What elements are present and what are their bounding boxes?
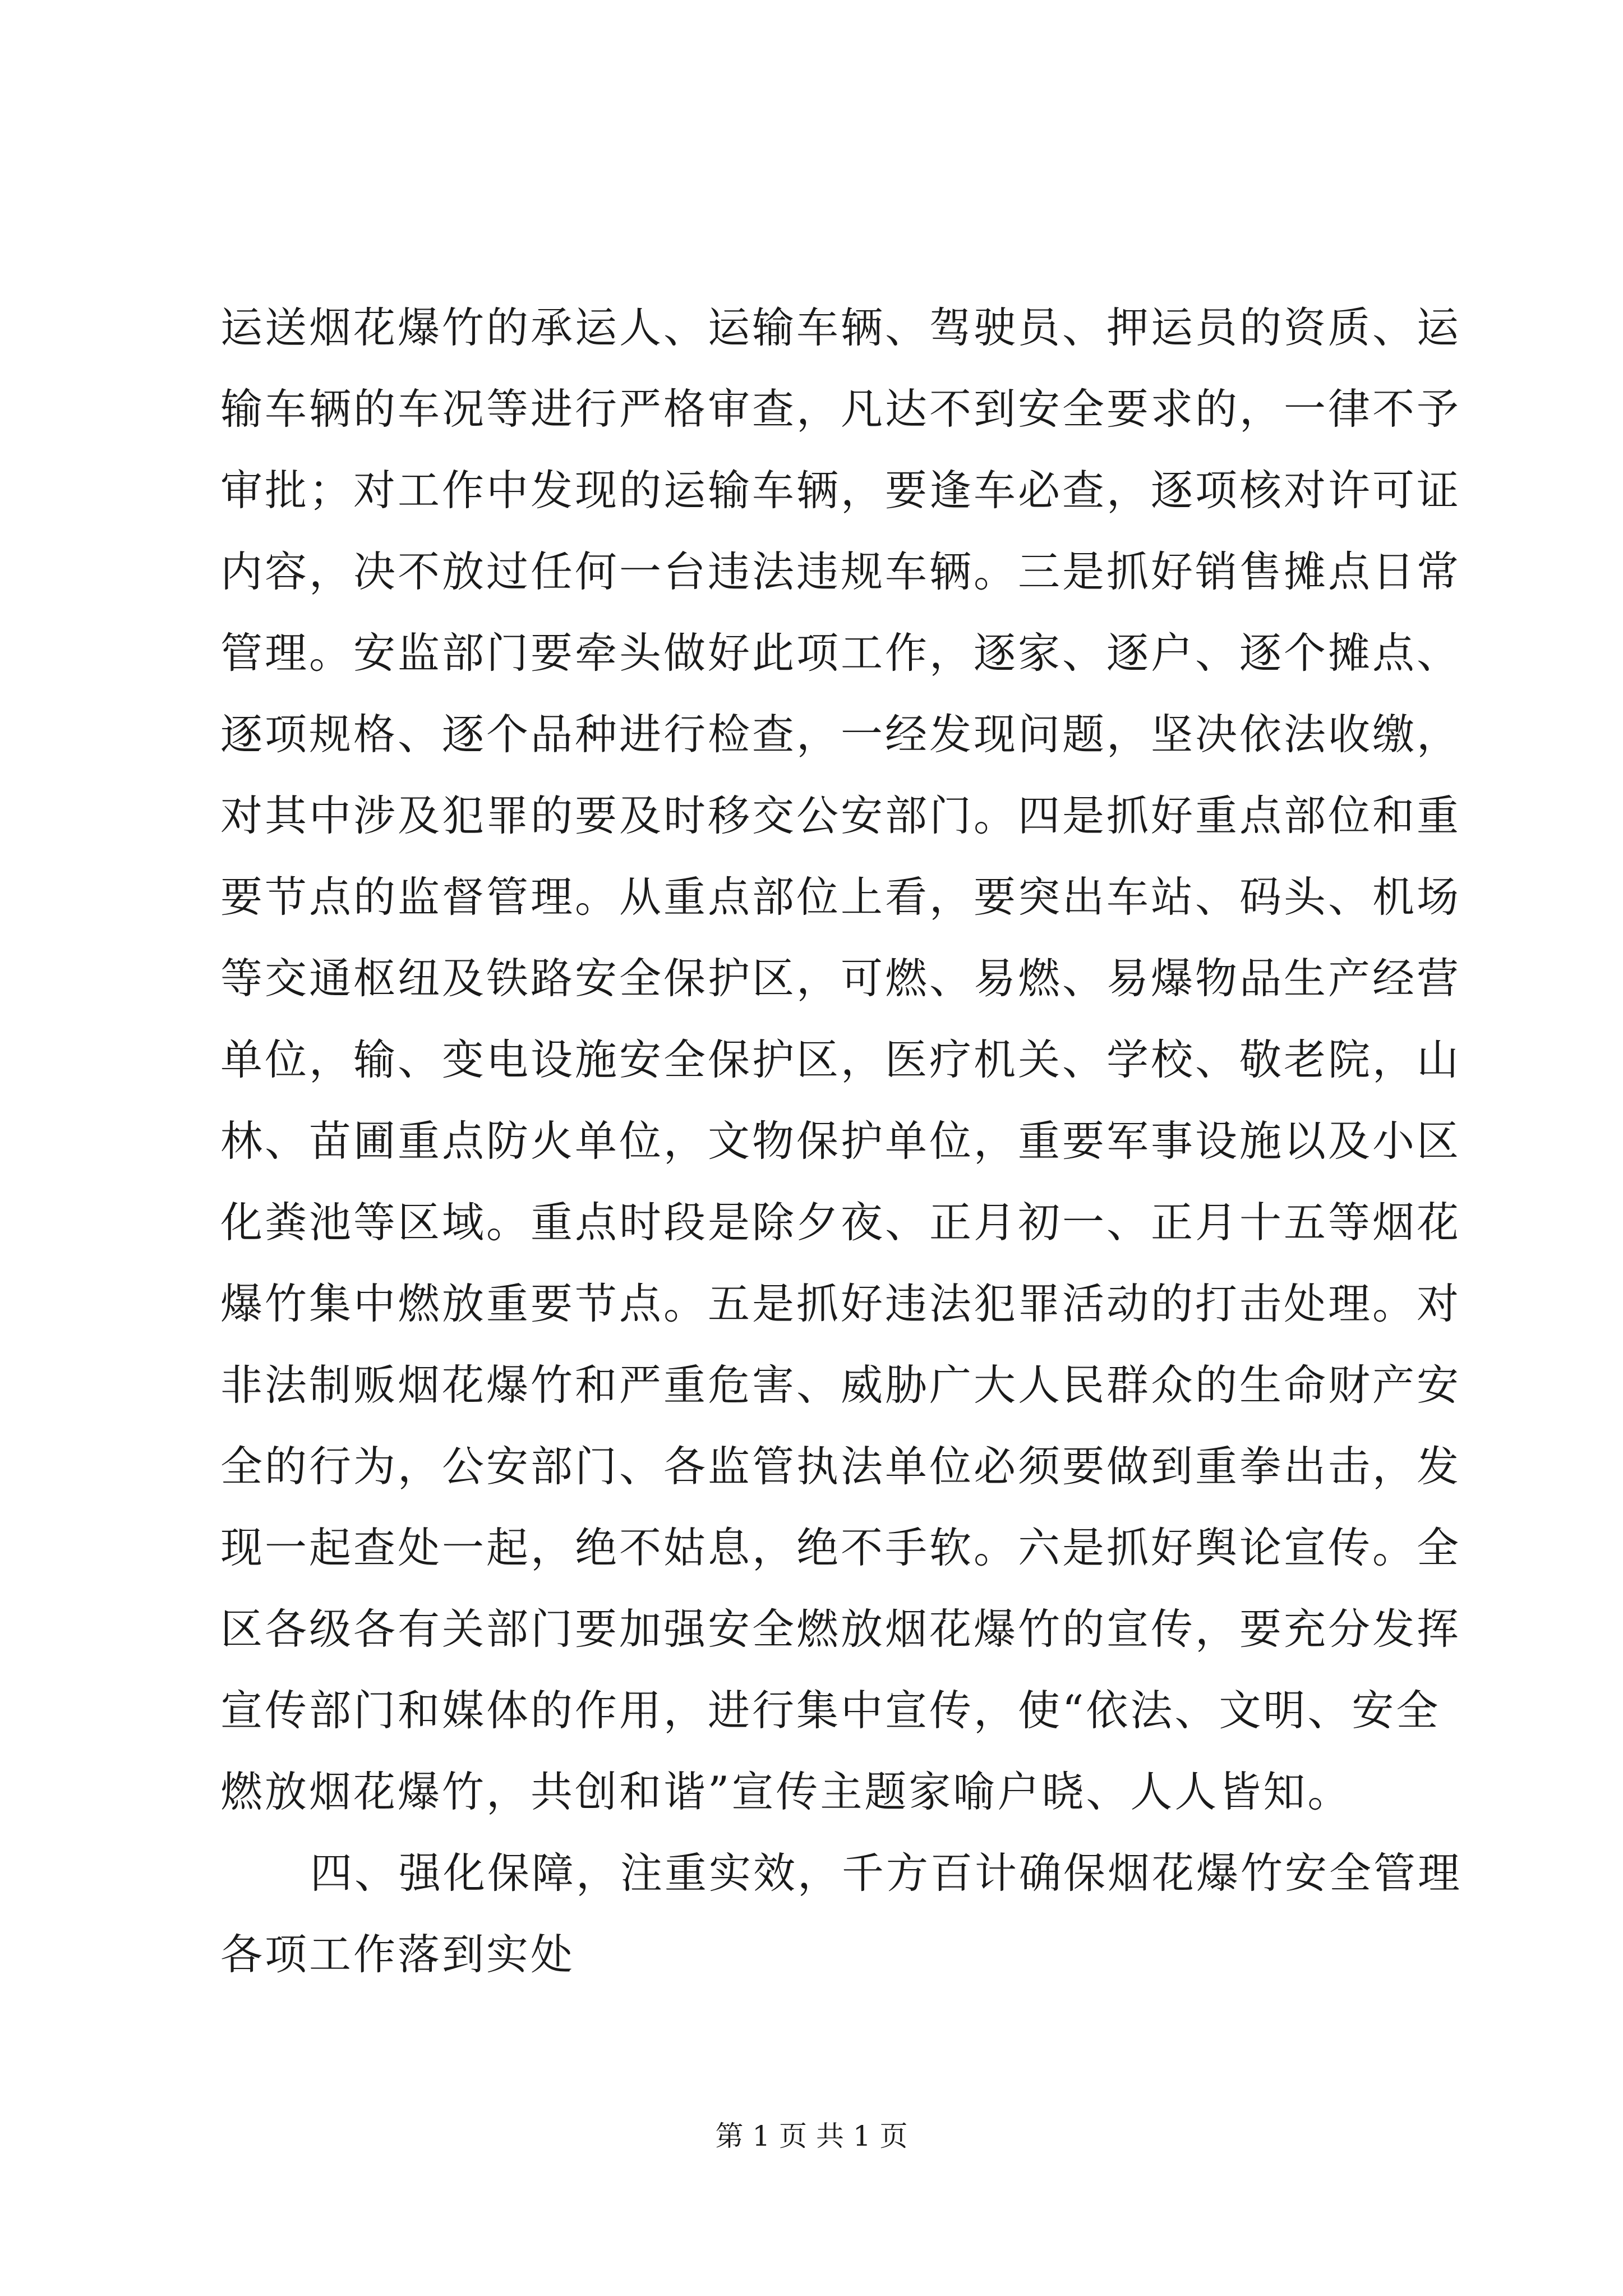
paragraph-line: 燃放烟花爆竹，共创和谐”宣传主题家喻户晓、人人皆知。 [220,1767,1352,1816]
body-paragraph [220,287,1461,1833]
paragraph-line: 林、苗圃重点防火单位，文物保护单位，重要军事设施以及小区 [220,1116,1461,1166]
paragraph-line: 输车辆的车况等进行严格审查，凡达不到安全要求的，一律不予 [220,384,1461,434]
paragraph-line: 对其中涉及犯罪的要及时移交公安部门。四是抓好重点部位和重 [220,791,1461,840]
paragraph-line: 非法制贩烟花爆竹和严重危害、威胁广大人民群众的生命财产安 [220,1360,1461,1410]
paragraph-line: 内容，决不放过任何一台违法违规车辆。三是抓好销售摊点日常 [220,547,1461,596]
paragraph-line: 审批；对工作中发现的运输车辆，要逢车必查，逐项核对许可证 [220,466,1461,515]
section-heading [220,1833,1463,1995]
paragraph-line: 化粪池等区域。重点时段是除夕夜、正月初一、正月十五等烟花 [220,1198,1461,1247]
paragraph-line: 宣传部门和媒体的作用，进行集中宣传，使“依法、文明、安全 [220,1686,1441,1735]
paragraph-line: 要节点的监督管理。从重点部位上看，要突出车站、码头、机场 [220,872,1461,922]
paragraph-line: 逐项规格、逐个品种进行检查，一经发现问题，坚决依法收缴， [220,710,1461,759]
paragraph-line: 爆竹集中燃放重要节点。五是抓好违法犯罪活动的打击处理。对 [220,1279,1461,1328]
heading-line: 四、强化保障，注重实效，千方百计确保烟花爆竹安全管理 [310,1848,1463,1898]
page-footer: 第 1 页 共 1 页 [715,2120,908,2152]
paragraph-line: 区各级各有关部门要加强安全燃放烟花爆竹的宣传，要充分发挥 [220,1604,1461,1654]
paragraph-line: 等交通枢纽及铁路安全保护区，可燃、易燃、易爆物品生产经营 [220,954,1461,1003]
paragraph-line: 管理。安监部门要牵头做好此项工作，逐家、逐户、逐个摊点、 [220,628,1461,678]
document-body [220,287,1463,1995]
paragraph-line: 单位，输、变电设施安全保护区，医疗机关、学校、敬老院，山 [220,1035,1461,1084]
paragraph-line: 运送烟花爆竹的承运人、运输车辆、驾驶员、押运员的资质、运 [220,303,1461,352]
heading-line: 各项工作落到实处 [220,1930,575,1979]
paragraph-line: 现一起查处一起，绝不姑息，绝不手软。六是抓好舆论宣传。全 [220,1523,1461,1572]
paragraph-line: 全的行为，公安部门、各监管执法单位必须要做到重拳出击，发 [220,1442,1461,1491]
